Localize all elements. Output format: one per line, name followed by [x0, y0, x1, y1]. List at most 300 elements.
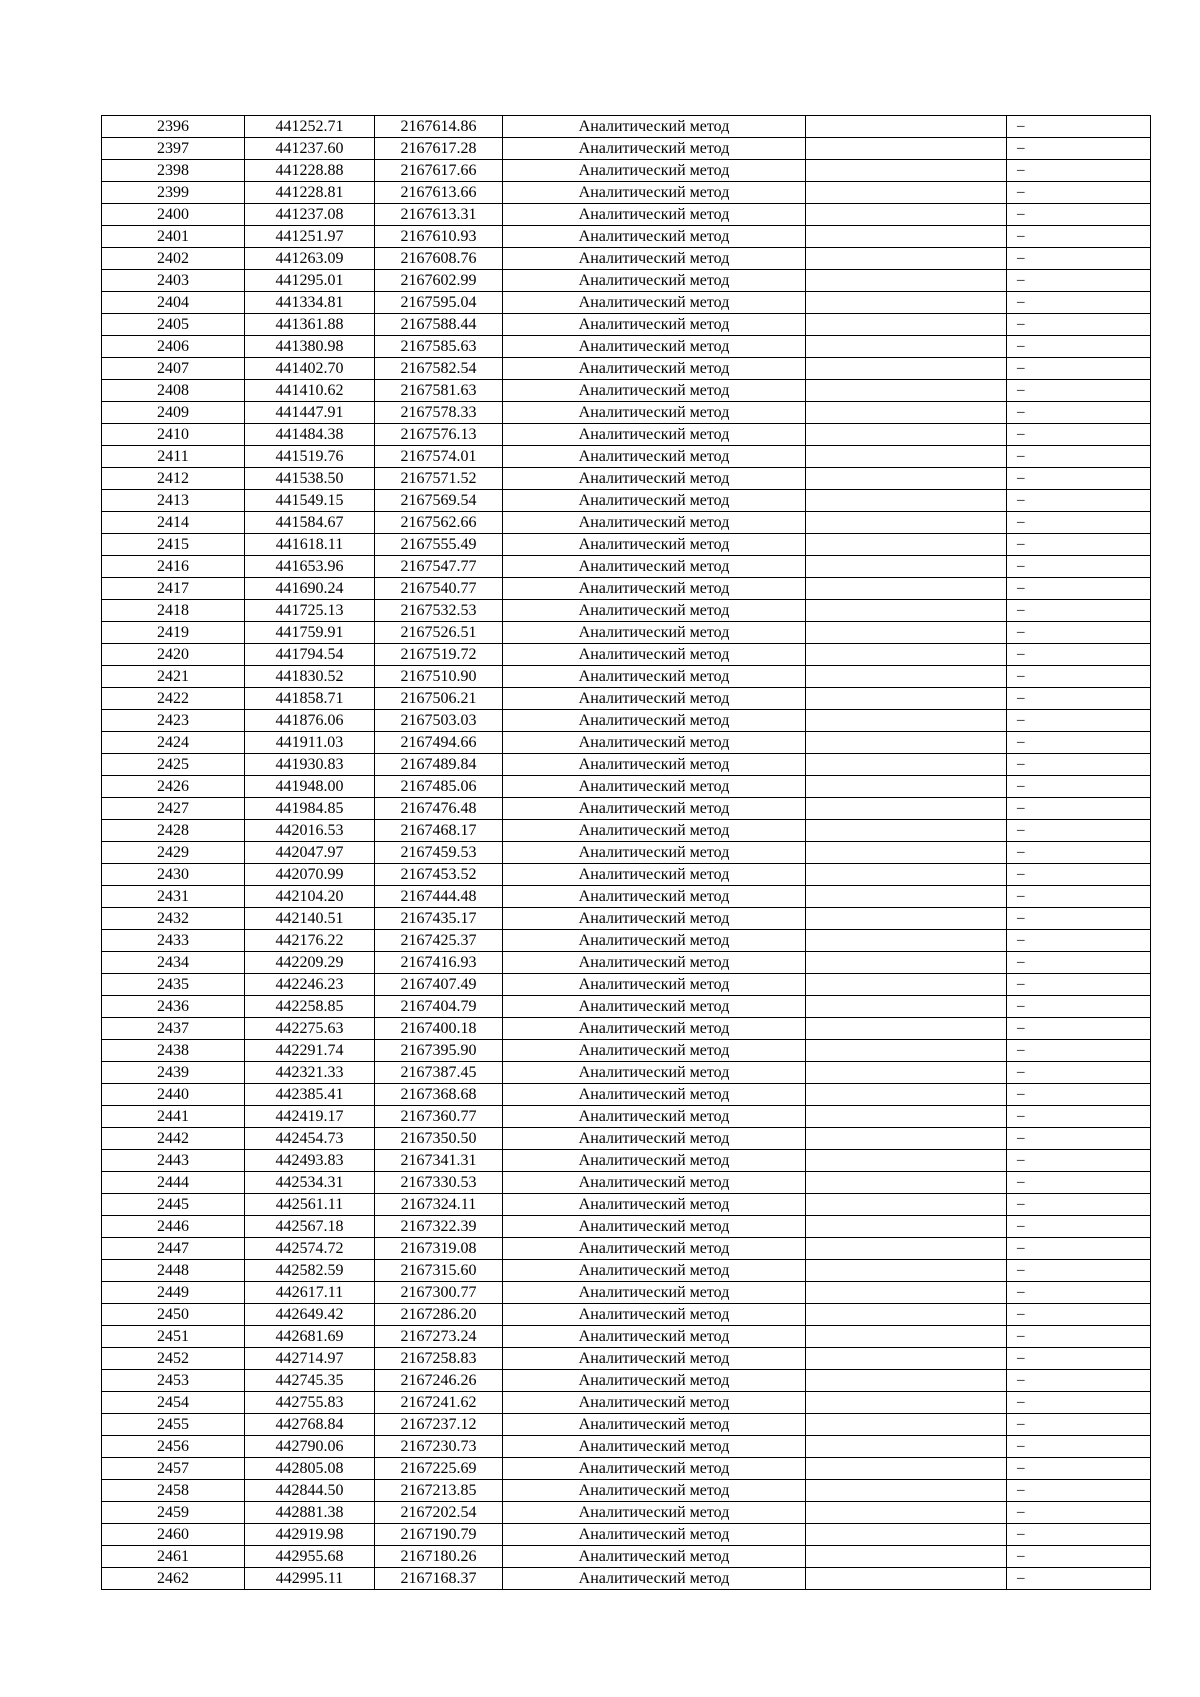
point-number-cell: 2398 — [102, 160, 245, 182]
y-coordinate-cell: 2167476.48 — [375, 798, 503, 820]
method-cell: Аналитический метод — [503, 1546, 806, 1568]
x-coordinate-cell: 441295.01 — [245, 270, 375, 292]
x-coordinate-cell: 441334.81 — [245, 292, 375, 314]
y-coordinate-cell: 2167246.26 — [375, 1370, 503, 1392]
x-coordinate-cell: 441948.00 — [245, 776, 375, 798]
method-cell: Аналитический метод — [503, 380, 806, 402]
description-cell: – — [1007, 1524, 1151, 1546]
precision-cell — [806, 578, 1007, 600]
precision-cell — [806, 1546, 1007, 1568]
point-number-cell: 2430 — [102, 864, 245, 886]
point-number-cell: 2453 — [102, 1370, 245, 1392]
y-coordinate-cell: 2167602.99 — [375, 270, 503, 292]
point-number-cell: 2452 — [102, 1348, 245, 1370]
description-cell: – — [1007, 710, 1151, 732]
method-cell: Аналитический метод — [503, 1414, 806, 1436]
description-cell: – — [1007, 864, 1151, 886]
precision-cell — [806, 1370, 1007, 1392]
x-coordinate-cell: 442714.97 — [245, 1348, 375, 1370]
x-coordinate-cell: 442275.63 — [245, 1018, 375, 1040]
method-cell: Аналитический метод — [503, 138, 806, 160]
precision-cell — [806, 1392, 1007, 1414]
point-number-cell: 2460 — [102, 1524, 245, 1546]
description-cell: – — [1007, 754, 1151, 776]
method-cell: Аналитический метод — [503, 710, 806, 732]
y-coordinate-cell: 2167322.39 — [375, 1216, 503, 1238]
table-row — [102, 820, 1151, 842]
method-cell: Аналитический метод — [503, 1260, 806, 1282]
method-cell: Аналитический метод — [503, 1238, 806, 1260]
precision-cell — [806, 160, 1007, 182]
y-coordinate-cell: 2167407.49 — [375, 974, 503, 996]
y-coordinate-cell: 2167468.17 — [375, 820, 503, 842]
y-coordinate-cell: 2167341.31 — [375, 1150, 503, 1172]
precision-cell — [806, 314, 1007, 336]
method-cell: Аналитический метод — [503, 864, 806, 886]
x-coordinate-cell: 442104.20 — [245, 886, 375, 908]
description-cell: – — [1007, 402, 1151, 424]
x-coordinate-cell: 441876.06 — [245, 710, 375, 732]
point-number-cell: 2436 — [102, 996, 245, 1018]
x-coordinate-cell: 442955.68 — [245, 1546, 375, 1568]
point-number-cell: 2399 — [102, 182, 245, 204]
table-row — [102, 1546, 1151, 1568]
point-number-cell: 2455 — [102, 1414, 245, 1436]
point-number-cell: 2431 — [102, 886, 245, 908]
x-coordinate-cell: 441858.71 — [245, 688, 375, 710]
x-coordinate-cell: 442681.69 — [245, 1326, 375, 1348]
description-cell: – — [1007, 182, 1151, 204]
point-number-cell: 2459 — [102, 1502, 245, 1524]
point-number-cell: 2419 — [102, 622, 245, 644]
point-number-cell: 2422 — [102, 688, 245, 710]
table-row — [102, 1326, 1151, 1348]
y-coordinate-cell: 2167350.50 — [375, 1128, 503, 1150]
y-coordinate-cell: 2167237.12 — [375, 1414, 503, 1436]
table-row — [102, 424, 1151, 446]
table-row — [102, 776, 1151, 798]
description-cell: – — [1007, 1414, 1151, 1436]
table-row — [102, 1260, 1151, 1282]
table-row — [102, 798, 1151, 820]
point-number-cell: 2439 — [102, 1062, 245, 1084]
y-coordinate-cell: 2167202.54 — [375, 1502, 503, 1524]
table-row — [102, 182, 1151, 204]
method-cell: Аналитический метод — [503, 754, 806, 776]
precision-cell — [806, 1106, 1007, 1128]
y-coordinate-cell: 2167180.26 — [375, 1546, 503, 1568]
y-coordinate-cell: 2167400.18 — [375, 1018, 503, 1040]
precision-cell — [806, 996, 1007, 1018]
x-coordinate-cell: 442246.23 — [245, 974, 375, 996]
x-coordinate-cell: 441519.76 — [245, 446, 375, 468]
point-number-cell: 2456 — [102, 1436, 245, 1458]
method-cell: Аналитический метод — [503, 512, 806, 534]
method-cell: Аналитический метод — [503, 1282, 806, 1304]
method-cell: Аналитический метод — [503, 798, 806, 820]
description-cell: – — [1007, 292, 1151, 314]
point-number-cell: 2426 — [102, 776, 245, 798]
table-row — [102, 270, 1151, 292]
table-row — [102, 622, 1151, 644]
method-cell: Аналитический метод — [503, 226, 806, 248]
y-coordinate-cell: 2167610.93 — [375, 226, 503, 248]
coordinates-table-body — [102, 116, 1151, 1590]
y-coordinate-cell: 2167360.77 — [375, 1106, 503, 1128]
description-cell: – — [1007, 1348, 1151, 1370]
x-coordinate-cell: 441930.83 — [245, 754, 375, 776]
y-coordinate-cell: 2167453.52 — [375, 864, 503, 886]
table-row — [102, 1084, 1151, 1106]
method-cell: Аналитический метод — [503, 446, 806, 468]
description-cell: – — [1007, 1062, 1151, 1084]
table-row — [102, 1414, 1151, 1436]
x-coordinate-cell: 442140.51 — [245, 908, 375, 930]
precision-cell — [806, 1568, 1007, 1590]
method-cell: Аналитический метод — [503, 1304, 806, 1326]
table-row — [102, 490, 1151, 512]
table-row — [102, 1062, 1151, 1084]
description-cell: – — [1007, 1458, 1151, 1480]
precision-cell — [806, 424, 1007, 446]
table-row — [102, 1370, 1151, 1392]
y-coordinate-cell: 2167576.13 — [375, 424, 503, 446]
precision-cell — [806, 1348, 1007, 1370]
point-number-cell: 2401 — [102, 226, 245, 248]
table-row — [102, 1128, 1151, 1150]
x-coordinate-cell: 441484.38 — [245, 424, 375, 446]
table-row — [102, 1106, 1151, 1128]
description-cell: – — [1007, 974, 1151, 996]
x-coordinate-cell: 442419.17 — [245, 1106, 375, 1128]
description-cell: – — [1007, 688, 1151, 710]
x-coordinate-cell: 441228.88 — [245, 160, 375, 182]
point-number-cell: 2449 — [102, 1282, 245, 1304]
precision-cell — [806, 336, 1007, 358]
precision-cell — [806, 710, 1007, 732]
point-number-cell: 2424 — [102, 732, 245, 754]
table-row — [102, 1502, 1151, 1524]
method-cell: Аналитический метод — [503, 314, 806, 336]
table-row — [102, 666, 1151, 688]
point-number-cell: 2406 — [102, 336, 245, 358]
method-cell: Аналитический метод — [503, 996, 806, 1018]
table-row — [102, 1194, 1151, 1216]
method-cell: Аналитический метод — [503, 886, 806, 908]
table-row — [102, 1458, 1151, 1480]
description-cell: – — [1007, 556, 1151, 578]
precision-cell — [806, 490, 1007, 512]
point-number-cell: 2451 — [102, 1326, 245, 1348]
table-row — [102, 226, 1151, 248]
x-coordinate-cell: 441690.24 — [245, 578, 375, 600]
point-number-cell: 2457 — [102, 1458, 245, 1480]
x-coordinate-cell: 441725.13 — [245, 600, 375, 622]
y-coordinate-cell: 2167213.85 — [375, 1480, 503, 1502]
description-cell: – — [1007, 512, 1151, 534]
method-cell: Аналитический метод — [503, 1436, 806, 1458]
method-cell: Аналитический метод — [503, 776, 806, 798]
description-cell: – — [1007, 380, 1151, 402]
x-coordinate-cell: 442844.50 — [245, 1480, 375, 1502]
description-cell: – — [1007, 930, 1151, 952]
table-row — [102, 336, 1151, 358]
description-cell: – — [1007, 1546, 1151, 1568]
table-row — [102, 688, 1151, 710]
x-coordinate-cell: 441618.11 — [245, 534, 375, 556]
method-cell: Аналитический метод — [503, 160, 806, 182]
point-number-cell: 2415 — [102, 534, 245, 556]
precision-cell — [806, 534, 1007, 556]
precision-cell — [806, 1018, 1007, 1040]
point-number-cell: 2410 — [102, 424, 245, 446]
y-coordinate-cell: 2167286.20 — [375, 1304, 503, 1326]
description-cell: – — [1007, 1194, 1151, 1216]
description-cell: – — [1007, 776, 1151, 798]
point-number-cell: 2421 — [102, 666, 245, 688]
table-row — [102, 1304, 1151, 1326]
point-number-cell: 2432 — [102, 908, 245, 930]
precision-cell — [806, 930, 1007, 952]
precision-cell — [806, 116, 1007, 138]
method-cell: Аналитический метод — [503, 688, 806, 710]
x-coordinate-cell: 442321.33 — [245, 1062, 375, 1084]
description-cell: – — [1007, 446, 1151, 468]
point-number-cell: 2462 — [102, 1568, 245, 1590]
table-row — [102, 1524, 1151, 1546]
precision-cell — [806, 1326, 1007, 1348]
x-coordinate-cell: 441911.03 — [245, 732, 375, 754]
description-cell: – — [1007, 1106, 1151, 1128]
method-cell: Аналитический метод — [503, 468, 806, 490]
method-cell: Аналитический метод — [503, 204, 806, 226]
precision-cell — [806, 1040, 1007, 1062]
method-cell: Аналитический метод — [503, 930, 806, 952]
description-cell: – — [1007, 996, 1151, 1018]
description-cell: – — [1007, 1480, 1151, 1502]
table-row — [102, 842, 1151, 864]
method-cell: Аналитический метод — [503, 1480, 806, 1502]
precision-cell — [806, 1260, 1007, 1282]
description-cell: – — [1007, 226, 1151, 248]
y-coordinate-cell: 2167416.93 — [375, 952, 503, 974]
table-row — [102, 248, 1151, 270]
x-coordinate-cell: 442745.35 — [245, 1370, 375, 1392]
y-coordinate-cell: 2167510.90 — [375, 666, 503, 688]
method-cell: Аналитический метод — [503, 248, 806, 270]
x-coordinate-cell: 442385.41 — [245, 1084, 375, 1106]
description-cell: – — [1007, 1018, 1151, 1040]
table-row — [102, 1172, 1151, 1194]
point-number-cell: 2396 — [102, 116, 245, 138]
description-cell: – — [1007, 1216, 1151, 1238]
x-coordinate-cell: 442291.74 — [245, 1040, 375, 1062]
precision-cell — [806, 688, 1007, 710]
method-cell: Аналитический метод — [503, 1150, 806, 1172]
method-cell: Аналитический метод — [503, 1062, 806, 1084]
y-coordinate-cell: 2167519.72 — [375, 644, 503, 666]
x-coordinate-cell: 442176.22 — [245, 930, 375, 952]
y-coordinate-cell: 2167435.17 — [375, 908, 503, 930]
point-number-cell: 2409 — [102, 402, 245, 424]
table-row — [102, 1018, 1151, 1040]
point-number-cell: 2425 — [102, 754, 245, 776]
precision-cell — [806, 908, 1007, 930]
point-number-cell: 2454 — [102, 1392, 245, 1414]
point-number-cell: 2400 — [102, 204, 245, 226]
precision-cell — [806, 446, 1007, 468]
table-row — [102, 512, 1151, 534]
precision-cell — [806, 1150, 1007, 1172]
point-number-cell: 2420 — [102, 644, 245, 666]
y-coordinate-cell: 2167489.84 — [375, 754, 503, 776]
x-coordinate-cell: 441584.67 — [245, 512, 375, 534]
description-cell: – — [1007, 600, 1151, 622]
x-coordinate-cell: 441830.52 — [245, 666, 375, 688]
description-cell: – — [1007, 248, 1151, 270]
point-number-cell: 2417 — [102, 578, 245, 600]
point-number-cell: 2429 — [102, 842, 245, 864]
table-row — [102, 116, 1151, 138]
method-cell: Аналитический метод — [503, 424, 806, 446]
point-number-cell: 2404 — [102, 292, 245, 314]
x-coordinate-cell: 442209.29 — [245, 952, 375, 974]
x-coordinate-cell: 442561.11 — [245, 1194, 375, 1216]
x-coordinate-cell: 441759.91 — [245, 622, 375, 644]
x-coordinate-cell: 441538.50 — [245, 468, 375, 490]
table-row — [102, 1568, 1151, 1590]
table-row — [102, 1150, 1151, 1172]
precision-cell — [806, 754, 1007, 776]
point-number-cell: 2408 — [102, 380, 245, 402]
x-coordinate-cell: 442534.31 — [245, 1172, 375, 1194]
x-coordinate-cell: 442582.59 — [245, 1260, 375, 1282]
table-row — [102, 204, 1151, 226]
table-row — [102, 1392, 1151, 1414]
description-cell: – — [1007, 578, 1151, 600]
precision-cell — [806, 1194, 1007, 1216]
method-cell: Аналитический метод — [503, 1216, 806, 1238]
y-coordinate-cell: 2167225.69 — [375, 1458, 503, 1480]
description-cell: – — [1007, 160, 1151, 182]
description-cell: – — [1007, 1304, 1151, 1326]
description-cell: – — [1007, 622, 1151, 644]
table-row — [102, 446, 1151, 468]
x-coordinate-cell: 441252.71 — [245, 116, 375, 138]
x-coordinate-cell: 441361.88 — [245, 314, 375, 336]
table-row — [102, 1216, 1151, 1238]
point-number-cell: 2450 — [102, 1304, 245, 1326]
precision-cell — [806, 1282, 1007, 1304]
point-number-cell: 2442 — [102, 1128, 245, 1150]
y-coordinate-cell: 2167506.21 — [375, 688, 503, 710]
method-cell: Аналитический метод — [503, 182, 806, 204]
method-cell: Аналитический метод — [503, 270, 806, 292]
precision-cell — [806, 182, 1007, 204]
point-number-cell: 2448 — [102, 1260, 245, 1282]
description-cell: – — [1007, 1260, 1151, 1282]
point-number-cell: 2411 — [102, 446, 245, 468]
precision-cell — [806, 1502, 1007, 1524]
y-coordinate-cell: 2167395.90 — [375, 1040, 503, 1062]
description-cell: – — [1007, 424, 1151, 446]
method-cell: Аналитический метод — [503, 490, 806, 512]
y-coordinate-cell: 2167241.62 — [375, 1392, 503, 1414]
precision-cell — [806, 248, 1007, 270]
y-coordinate-cell: 2167190.79 — [375, 1524, 503, 1546]
y-coordinate-cell: 2167613.66 — [375, 182, 503, 204]
point-number-cell: 2427 — [102, 798, 245, 820]
description-cell: – — [1007, 1326, 1151, 1348]
point-number-cell: 2423 — [102, 710, 245, 732]
description-cell: – — [1007, 1392, 1151, 1414]
point-number-cell: 2402 — [102, 248, 245, 270]
y-coordinate-cell: 2167569.54 — [375, 490, 503, 512]
table-row — [102, 380, 1151, 402]
y-coordinate-cell: 2167425.37 — [375, 930, 503, 952]
precision-cell — [806, 1172, 1007, 1194]
description-cell: – — [1007, 204, 1151, 226]
x-coordinate-cell: 441263.09 — [245, 248, 375, 270]
y-coordinate-cell: 2167613.31 — [375, 204, 503, 226]
table-row — [102, 908, 1151, 930]
description-cell: – — [1007, 1128, 1151, 1150]
method-cell: Аналитический метод — [503, 336, 806, 358]
point-number-cell: 2435 — [102, 974, 245, 996]
point-number-cell: 2413 — [102, 490, 245, 512]
x-coordinate-cell: 442016.53 — [245, 820, 375, 842]
x-coordinate-cell: 441447.91 — [245, 402, 375, 424]
x-coordinate-cell: 441794.54 — [245, 644, 375, 666]
precision-cell — [806, 1084, 1007, 1106]
point-number-cell: 2434 — [102, 952, 245, 974]
x-coordinate-cell: 441228.81 — [245, 182, 375, 204]
method-cell: Аналитический метод — [503, 1018, 806, 1040]
y-coordinate-cell: 2167588.44 — [375, 314, 503, 336]
y-coordinate-cell: 2167526.51 — [375, 622, 503, 644]
method-cell: Аналитический метод — [503, 908, 806, 930]
y-coordinate-cell: 2167581.63 — [375, 380, 503, 402]
table-row — [102, 644, 1151, 666]
method-cell: Аналитический метод — [503, 1326, 806, 1348]
y-coordinate-cell: 2167555.49 — [375, 534, 503, 556]
method-cell: Аналитический метод — [503, 1524, 806, 1546]
description-cell: – — [1007, 490, 1151, 512]
method-cell: Аналитический метод — [503, 1348, 806, 1370]
method-cell: Аналитический метод — [503, 1084, 806, 1106]
description-cell: – — [1007, 1084, 1151, 1106]
y-coordinate-cell: 2167595.04 — [375, 292, 503, 314]
description-cell: – — [1007, 842, 1151, 864]
x-coordinate-cell: 441237.08 — [245, 204, 375, 226]
method-cell: Аналитический метод — [503, 600, 806, 622]
table-row — [102, 1040, 1151, 1062]
table-row — [102, 710, 1151, 732]
precision-cell — [806, 644, 1007, 666]
description-cell: – — [1007, 1172, 1151, 1194]
y-coordinate-cell: 2167258.83 — [375, 1348, 503, 1370]
coordinates-table — [101, 115, 1151, 1590]
y-coordinate-cell: 2167532.53 — [375, 600, 503, 622]
point-number-cell: 2407 — [102, 358, 245, 380]
point-number-cell: 2416 — [102, 556, 245, 578]
x-coordinate-cell: 442258.85 — [245, 996, 375, 1018]
description-cell: – — [1007, 358, 1151, 380]
point-number-cell: 2461 — [102, 1546, 245, 1568]
precision-cell — [806, 1414, 1007, 1436]
point-number-cell: 2428 — [102, 820, 245, 842]
precision-cell — [806, 1480, 1007, 1502]
